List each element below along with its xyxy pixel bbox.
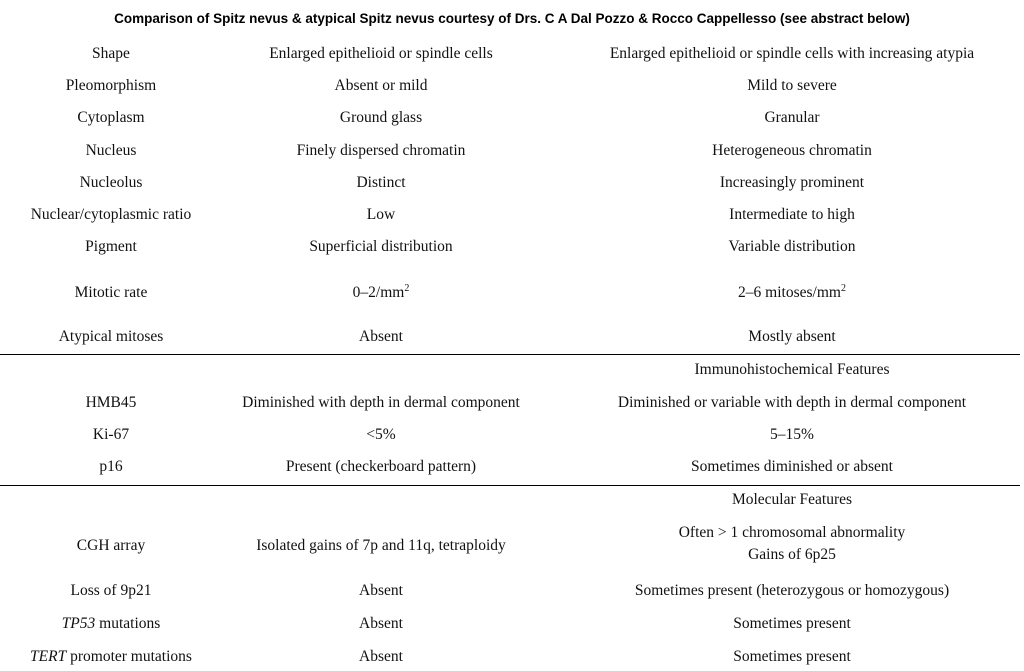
feature-cell: Nucleolus <box>79 174 143 191</box>
table-row <box>0 456 1024 478</box>
spitz-cell: Isolated gains of 7p and 11q, tetraploidy <box>256 537 506 554</box>
feature-cell: p16 <box>99 458 123 475</box>
spitz-cell: Absent <box>359 582 403 599</box>
table-row <box>0 172 1024 194</box>
spitz-cell: Absent <box>359 615 403 632</box>
table-row <box>0 107 1024 129</box>
spitz-cell <box>222 282 540 304</box>
spitz-cell: Distinct <box>356 174 406 191</box>
superscript: 2 <box>840 282 846 294</box>
table-row <box>0 392 1024 414</box>
atypical-cell: Sometimes diminished or absent <box>691 458 893 475</box>
spitz-cell: Absent <box>359 328 403 345</box>
spitz-cell: Superficial distribution <box>309 238 453 255</box>
feature-cell: Shape <box>92 45 130 62</box>
feature-cell: Nuclear/cytoplasmic ratio <box>30 206 192 223</box>
atypical-cell: Mostly absent <box>748 328 836 345</box>
atypical-cell: Intermediate to high <box>729 206 855 223</box>
feature-cell: Atypical mitoses <box>58 328 164 345</box>
atypical-cell: 5–15% <box>770 426 814 443</box>
atypical-cell: Sometimes present (heterozygous or homozygous) <box>634 582 950 599</box>
feature-cell: Pleomorphism <box>65 77 157 94</box>
section-divider <box>0 354 1020 355</box>
feature-cell: Nucleus <box>85 142 137 159</box>
table-row-mitotic-rate <box>0 282 1024 304</box>
feature-cell: Pigment <box>85 238 137 255</box>
table-row <box>0 326 1024 348</box>
table-title: Comparison of Spitz nevus & atypical Spitz nevus courtesy of Drs. C A Dal Pozzo & Rocco Cappellesso (see abstract below) <box>114 11 910 26</box>
spitz-cell: Diminished with depth in dermal component <box>242 394 520 411</box>
atypical-cell: Granular <box>764 109 820 126</box>
table-row <box>0 140 1024 162</box>
atypical-cell: Heterogeneous chromatin <box>712 142 872 159</box>
atypical-cell <box>560 522 1024 566</box>
section-heading-immuno: Immunohistochemical Features <box>694 361 890 378</box>
atypical-cell <box>560 282 1024 304</box>
atypical-cell: Variable distribution <box>728 238 856 255</box>
feature-rest: promoter mutations <box>66 648 192 665</box>
feature-cell <box>0 613 222 635</box>
gene-name: TERT <box>30 648 67 665</box>
atypical-value: 2–6 mitoses/mm <box>738 284 841 301</box>
spitz-value: 0–2/mm <box>352 284 405 301</box>
feature-cell: HMB45 <box>85 394 137 411</box>
feature-cell <box>0 646 222 668</box>
spitz-cell: Finely dispersed chromatin <box>296 142 466 159</box>
spitz-cell: Low <box>366 206 396 223</box>
feature-cell: Mitotic rate <box>74 284 148 301</box>
spitz-cell: Ground glass <box>339 109 423 126</box>
section-heading-molecular: Molecular Features <box>731 491 853 508</box>
feature-cell: Ki-67 <box>92 426 130 443</box>
atypical-line: Gains of 6p25 <box>748 546 836 563</box>
table-row <box>0 424 1024 446</box>
feature-cell: Cytoplasm <box>77 109 145 126</box>
section-divider <box>0 485 1020 486</box>
spitz-cell: Absent or mild <box>334 77 428 94</box>
atypical-cell: Sometimes present <box>733 615 851 632</box>
table-row <box>0 75 1024 97</box>
feature-rest: mutations <box>95 615 161 632</box>
table-row <box>0 43 1024 65</box>
atypical-cell: Mild to severe <box>747 77 837 94</box>
spitz-cell: Enlarged epithelioid or spindle cells <box>269 45 493 62</box>
atypical-cell: Diminished or variable with depth in dermal component <box>617 394 967 411</box>
atypical-cell: Increasingly prominent <box>719 174 865 191</box>
atypical-cell: Enlarged epithelioid or spindle cells with increasing atypia <box>609 45 975 62</box>
atypical-cell: Sometimes present <box>733 648 851 665</box>
spitz-cell: Absent <box>359 648 403 665</box>
spitz-cell: Present (checkerboard pattern) <box>285 458 477 475</box>
superscript: 2 <box>404 282 410 294</box>
feature-cell: Loss of 9p21 <box>70 582 152 599</box>
table-row <box>0 646 1024 668</box>
table-row <box>0 613 1024 635</box>
atypical-line: Often > 1 chromosomal abnormality <box>678 524 906 541</box>
gene-name: TP53 <box>61 615 96 632</box>
feature-cell: CGH array <box>76 537 146 554</box>
table-row <box>0 204 1024 226</box>
table-row <box>0 580 1024 602</box>
spitz-cell: <5% <box>366 426 396 443</box>
table-row <box>0 236 1024 258</box>
